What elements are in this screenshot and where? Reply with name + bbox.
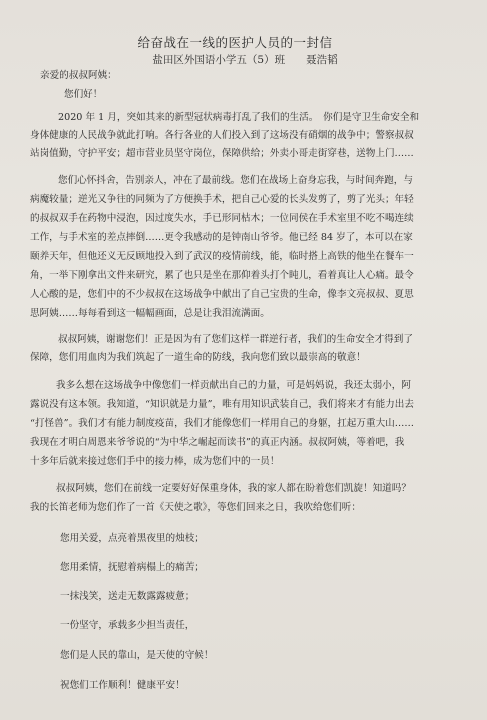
paragraph-line: 我的长笛老师为您们作了一首《天使之歌》，等您们回来之日，我吹给您们听： [30, 502, 361, 513]
paragraph-line: 工作，与手术室的差点摔倒……更令我感动的是钟南山爷爷。他已经 84 岁了，本可以在家 [30, 232, 413, 243]
paragraph-line: 露说没有这本领。我知道，“知识就是力量”，唯有用知识武装自己，我们将来才有能力出去 [30, 399, 414, 410]
paragraph-line: 站岗值勤，守护平安；超市营业员坚守岗位，保障供给；外卖小哥走街穿巷，送物上门…… [30, 148, 414, 159]
closing-line: 祝您们工作顺利！健康平安！ [60, 680, 185, 691]
paragraph-line: 的叔叔双手在药物中浸泡，因过度失水，手已形同枯木；一位同侯在手术室里不吃不喝连续 [30, 213, 414, 224]
paragraph-line: 叔叔阿姨，谢谢您们！正是因为有了您们这样一群逆行者，我们的生命安全才得到了 [58, 334, 413, 345]
salutation: 亲爱的叔叔阿姨： [40, 70, 117, 81]
paragraph-line: 我多么想在这场战争中像您们一样贡献出自己的力量，可是妈妈说，我还太弱小，阿 [56, 380, 411, 391]
paragraph-line: 您们心怀抖舍，告别亲人，冲在了最前线。您们在战场上奋身忘我，与时间奔跑，与 [58, 175, 413, 186]
paragraph-line: 叔叔阿姨，您们在前线一定要好好保重身体，我的家人都在盼着您们凯旋！知道吗？ [56, 483, 411, 494]
paragraph-line: 角，一举下刚拿出文件来研究，累了也只是坐在那仰着头打个盹儿，看着真让人心痛。最令 [30, 270, 414, 281]
paragraph-line: 人心酸的是，您们中的不少叔叔在这场战争中献出了自己宝贵的生命，像李文亮叔叔、夏思 [30, 289, 414, 300]
paragraph-line: 2020 年 1 月，突如其来的新型冠状病毒打乱了我们的生活。 你们是守卫生命安全和 [58, 112, 420, 123]
paragraph-line: 我现在才明白周恩来爷爷说的“为中华之崛起而读书”的真正内涵。叔叔阿姨，等着吧，我 [30, 437, 405, 448]
poem-line: 一抹浅笑，送走无数露露疲惫； [60, 591, 195, 602]
letter-title: 给奋战在一线的医护人员的一封信 [137, 35, 333, 50]
poem-line: 您们是人民的靠山，是天使的守候！ [60, 650, 214, 661]
paragraph-line: 病魔较量；逆光又争往的同频为了方便换手术，把自己心爱的长头发剪了，剪了光头；年轻 [30, 194, 414, 205]
paragraph-line: 颐养天年，但他还义无反顾地投入到了武汉的疫情前线，能，临时搭上高铁的他坐在餐车一 [30, 251, 414, 262]
paragraph-line: 十多年后就来接过您们手中的接力棒，成为您们中的一员！ [30, 456, 280, 467]
poem-line: 一份坚守，承载多少担当责任， [60, 620, 195, 631]
letter-byline: 盐田区外国语小学五（5）班 聂浩韬 [152, 54, 338, 66]
greeting: 您们好！ [64, 89, 103, 100]
paragraph-line: 保障，您们用血肉为我们筑起了一道生命的防线，我向您们致以最崇高的敬意！ [30, 352, 366, 363]
poem-line: 您用关爱，点亮着黑夜里的烛枝； [60, 533, 204, 544]
paragraph-line: 身体健康的人民战争就此打响。各行各业的人们投入到了这场没有硝烟的战争中；警察叔叔 [30, 130, 414, 141]
paragraph-line: “打怪兽”。我们才有能力制度疫苗，我们才能像您们一样用自己的身躯，扛起万重大山…… [30, 418, 414, 429]
poem-line: 您用柔情，抚慰着病榻上的痛苦； [60, 562, 204, 573]
paragraph-line: 思阿姨……每每看到这一幅幅画面，总是让我泪流满面。 [30, 308, 270, 319]
